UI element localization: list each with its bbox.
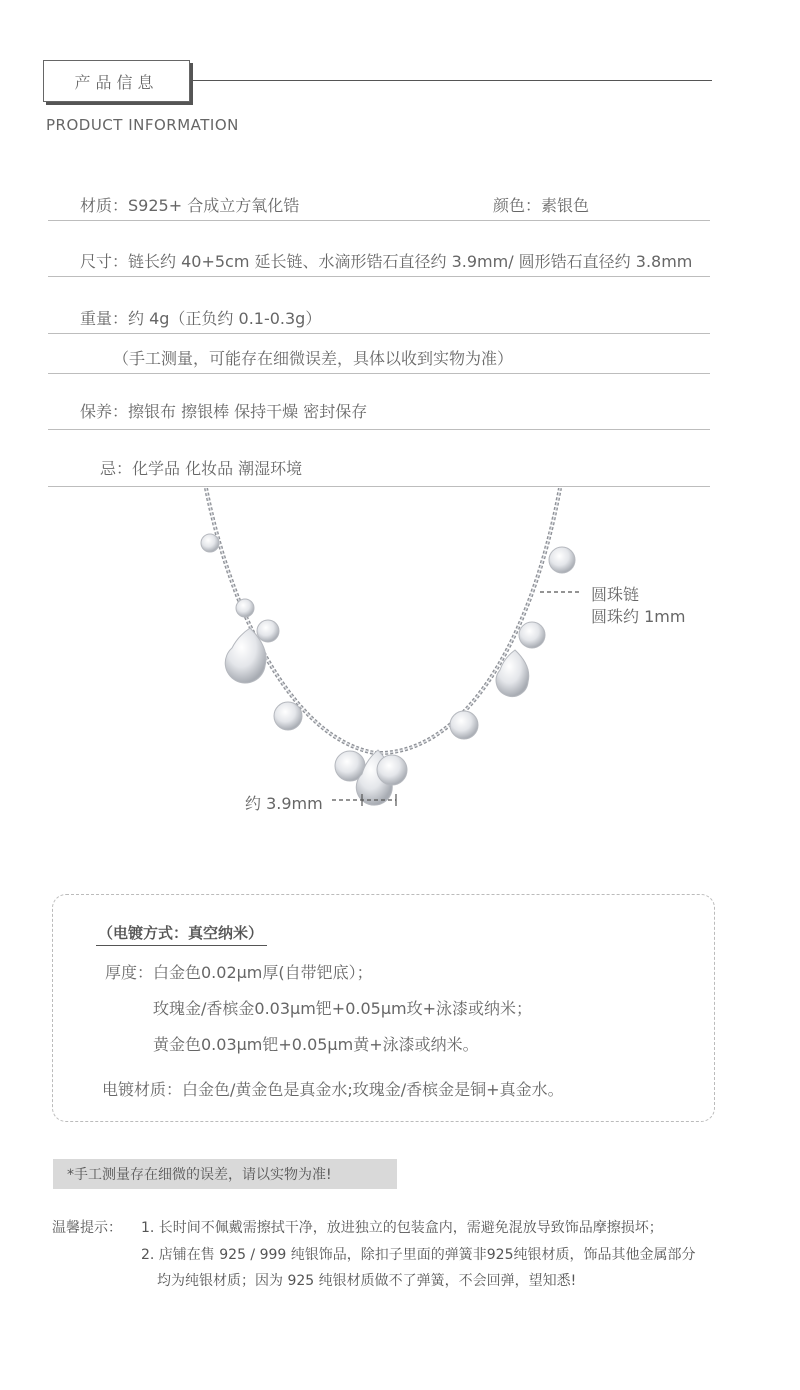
row-divider (48, 429, 710, 430)
row-divider (48, 276, 710, 277)
spec-weight-note: （手工测量，可能存在细微误差，具体以收到实物为准） (113, 349, 514, 368)
row-divider (48, 333, 710, 334)
plating-material: 电镀材质：白金色/黄金色是真金水;玫瑰金/香槟金是铜+真金水。 (102, 1080, 564, 1099)
spec-size: 尺寸：链长约 40+5cm 延长链、水滴形锆石直径约 3.9mm/ 圆形锆石直径约 3.8mm (80, 252, 693, 271)
row-divider (48, 220, 710, 221)
row-divider (48, 486, 710, 487)
annotation-chain-name: 圆珠链 (591, 585, 640, 604)
section-title-box (43, 60, 190, 102)
spec-color: 颜色：素银色 (493, 196, 590, 215)
plating-thickness-2: 玫瑰金/香槟金0.03μm钯+0.05μm玫+泳漆或纳米； (153, 999, 532, 1018)
tip-1: 1. 长时间不佩戴需擦拭干净，放进独立的包装盒内，需避免混放导致饰品摩擦损坏； (141, 1220, 663, 1236)
plating-thickness-1: 厚度：白金色0.02μm厚(自带钯底）； (105, 963, 373, 982)
header-divider (192, 80, 712, 81)
measurement-note-text: *手工测量存在细微的误差，请以实物为准! (67, 1167, 332, 1183)
annotation-bead-size: 圆珠约 1mm (591, 607, 686, 626)
row-divider (48, 373, 710, 374)
tip-2: 2. 店铺在售 925 / 999 纯银饰品，除扣子里面的弹簧非925纯银材质，饰品其他金属部分 (141, 1247, 696, 1263)
spec-avoid: 忌：化学品 化妆品 潮湿环境 (100, 459, 303, 478)
tip-2-continued: 均为纯银材质；因为 925 纯银材质做不了弹簧，不会回弹，望知悉! (157, 1273, 577, 1289)
section-subtitle: PRODUCT INFORMATION (46, 116, 239, 134)
spec-weight: 重量：约 4g（正负约 0.1-0.3g） (80, 309, 322, 328)
annotation-drop-size: 约 3.9mm (245, 794, 323, 813)
measurement-note (53, 1159, 397, 1189)
necklace-illustration (170, 488, 610, 808)
plating-title: （电镀方式：真空纳米） (96, 922, 267, 946)
spec-care: 保养：擦银布 擦银棒 保持干燥 密封保存 (80, 402, 368, 421)
necklace-image (170, 488, 610, 808)
plating-thickness-3: 黄金色0.03μm钯+0.05μm黄+泳漆或纳米。 (153, 1035, 479, 1054)
section-title: 产品信息 (74, 72, 159, 92)
tips-label: 温馨提示： (52, 1220, 122, 1236)
spec-material: 材质：S925+ 合成立方氧化锆 (80, 196, 300, 215)
